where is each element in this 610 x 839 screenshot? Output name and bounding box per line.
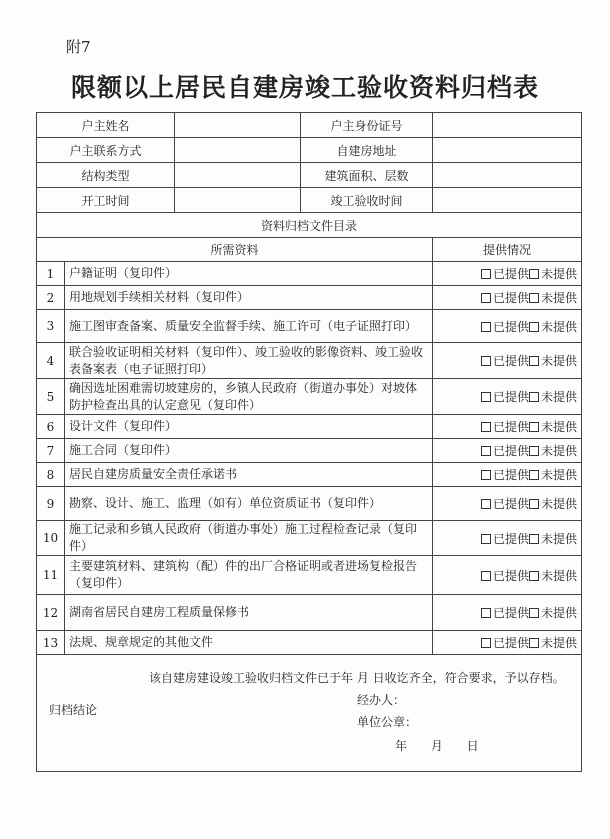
- provision-status: [433, 521, 582, 556]
- item-description: 用地规划手续相关材料（复印件）: [65, 286, 433, 310]
- conclusion-section: [37, 655, 582, 772]
- item-description: 确因选址困难需切坡建房的，乡镇人民政府（街道办事处）对坡体防护检查出具的认定意见（复印件）: [65, 379, 433, 415]
- provision-status: [433, 463, 582, 487]
- provided-checkbox[interactable]: [481, 608, 491, 618]
- provision-status: [433, 595, 582, 631]
- area-floors-label: 建筑面积、层数: [301, 163, 433, 188]
- provision-status: [433, 310, 582, 343]
- provision-status: [433, 487, 582, 521]
- provision-status: [433, 286, 582, 310]
- provision-status: [433, 379, 582, 415]
- item-description: 联合验收证明相关材料（复印件）、竣工验收的影像资料、竣工验收表备案表（电子证照打印）: [65, 343, 433, 379]
- owner-contact-field[interactable]: [175, 138, 301, 163]
- item-description: 施工合同（复印件）: [65, 439, 433, 463]
- item-row: [37, 556, 582, 595]
- provision-status: [433, 556, 582, 595]
- item-description: 居民自建房质量安全责任承诺书: [65, 463, 433, 487]
- item-number: 6: [37, 415, 65, 439]
- item-number: 5: [37, 379, 65, 415]
- item-number: 3: [37, 310, 65, 343]
- status-header: 提供情况: [433, 238, 582, 262]
- not-provided-label: 未提供: [541, 319, 578, 334]
- item-description: 施工图审查备案、质量安全监督手续、施工许可（电子证照打印）: [65, 310, 433, 343]
- item-row: [37, 262, 582, 286]
- not-provided-label: 未提供: [541, 468, 578, 482]
- not-provided-label: 未提供: [541, 390, 578, 404]
- item-number: 9: [37, 487, 65, 521]
- catalog-header: 资料归档文件目录: [37, 213, 582, 238]
- item-row: [37, 439, 582, 463]
- structure-type-field[interactable]: [175, 163, 301, 188]
- provided-label: 已提供: [492, 420, 529, 434]
- provided-checkbox[interactable]: [481, 392, 491, 402]
- not-provided-label: 未提供: [541, 444, 578, 458]
- archive-form-table: [36, 112, 582, 772]
- item-list: [37, 262, 582, 655]
- item-row: [37, 487, 582, 521]
- required-docs-header: 所需资料: [37, 238, 433, 262]
- not-provided-checkbox[interactable]: [529, 499, 539, 509]
- provided-checkbox[interactable]: [481, 470, 491, 480]
- provided-label: 已提供: [492, 568, 529, 583]
- provided-label: 已提供: [492, 606, 529, 620]
- provided-checkbox[interactable]: [481, 356, 491, 366]
- item-number: 8: [37, 463, 65, 487]
- house-address-field[interactable]: [433, 138, 582, 163]
- not-provided-checkbox[interactable]: [529, 422, 539, 432]
- provision-status: [433, 439, 582, 463]
- provided-label: 已提供: [492, 468, 529, 482]
- handler-label: 经办人：: [357, 693, 406, 707]
- provided-label: 已提供: [492, 390, 529, 404]
- item-description: 施工记录和乡镇人民政府（街道办事处）施工过程检查记录（复印件）: [65, 521, 433, 556]
- item-description: 湖南省居民自建房工程质量保修书: [65, 595, 433, 631]
- owner-contact-label: 户主联系方式: [37, 138, 175, 163]
- structure-type-label: 结构类型: [37, 163, 175, 188]
- completion-date-label: 竣工验收时间: [301, 188, 433, 213]
- form-title: 限额以上居民自建房竣工验收资料归档表: [70, 73, 539, 102]
- not-provided-checkbox[interactable]: [529, 534, 539, 544]
- provided-label: 已提供: [492, 531, 529, 546]
- item-description: 主要建筑材料、建筑构（配）件的出厂合格证明或者进场复检报告（复印件）: [65, 556, 433, 595]
- not-provided-label: 未提供: [541, 354, 578, 368]
- item-row: [37, 595, 582, 631]
- provided-label: 已提供: [492, 497, 529, 511]
- not-provided-label: 未提供: [541, 267, 578, 281]
- conclusion-date: 年 月 日: [395, 739, 479, 753]
- provided-checkbox[interactable]: [481, 293, 491, 303]
- provision-status: [433, 262, 582, 286]
- not-provided-checkbox[interactable]: [529, 293, 539, 303]
- not-provided-checkbox[interactable]: [529, 269, 539, 279]
- provision-status: [433, 343, 582, 379]
- owner-name-field[interactable]: [175, 113, 301, 138]
- provided-checkbox[interactable]: [481, 534, 491, 544]
- start-date-label: 开工时间: [37, 188, 175, 213]
- not-provided-label: 未提供: [541, 606, 578, 620]
- not-provided-label: 未提供: [541, 568, 578, 583]
- provided-label: 已提供: [492, 319, 529, 334]
- conclusion-label: 归档结论: [48, 703, 97, 717]
- item-number: 1: [37, 262, 65, 286]
- provided-checkbox[interactable]: [481, 499, 491, 509]
- provided-checkbox[interactable]: [481, 571, 491, 581]
- provision-status: [433, 415, 582, 439]
- completion-date-field[interactable]: [433, 188, 582, 213]
- item-number: 4: [37, 343, 65, 379]
- provided-checkbox[interactable]: [481, 638, 491, 648]
- item-number: 7: [37, 439, 65, 463]
- item-row: [37, 343, 582, 379]
- provided-label: 已提供: [492, 444, 529, 458]
- provided-checkbox[interactable]: [481, 269, 491, 279]
- not-provided-checkbox[interactable]: [529, 608, 539, 618]
- provided-checkbox[interactable]: [481, 422, 491, 432]
- not-provided-checkbox[interactable]: [529, 446, 539, 456]
- item-description: 户籍证明（复印件）: [65, 262, 433, 286]
- provided-label: 已提供: [492, 267, 529, 281]
- item-row: [37, 310, 582, 343]
- not-provided-label: 未提供: [541, 531, 578, 546]
- seal-label: 单位公章：: [357, 715, 418, 729]
- item-description: 勘察、设计、施工、监理（如有）单位资质证书（复印件）: [65, 487, 433, 521]
- item-number: 2: [37, 286, 65, 310]
- not-provided-label: 未提供: [541, 497, 578, 511]
- item-number: 13: [37, 631, 65, 655]
- start-date-field[interactable]: [175, 188, 301, 213]
- item-description: 设计文件（复印件）: [65, 415, 433, 439]
- item-row: [37, 631, 582, 655]
- owner-id-label: 户主身份证号: [301, 113, 433, 138]
- not-provided-checkbox[interactable]: [529, 470, 539, 480]
- provided-checkbox[interactable]: [481, 446, 491, 456]
- not-provided-checkbox[interactable]: [529, 638, 539, 648]
- provision-status: [433, 631, 582, 655]
- owner-name-label: 户主姓名: [37, 113, 175, 138]
- provided-label: 已提供: [492, 354, 529, 368]
- provided-label: 已提供: [492, 291, 529, 305]
- not-provided-checkbox[interactable]: [529, 392, 539, 402]
- item-number: 11: [37, 556, 65, 595]
- provided-checkbox[interactable]: [481, 322, 491, 332]
- not-provided-checkbox[interactable]: [529, 571, 539, 581]
- item-row: [37, 379, 582, 415]
- not-provided-label: 未提供: [541, 291, 578, 305]
- item-description: 法规、规章规定的其他文件: [65, 631, 433, 655]
- provided-label: 已提供: [492, 636, 529, 650]
- item-row: [37, 415, 582, 439]
- annex-label: 附7: [66, 38, 91, 56]
- not-provided-checkbox[interactable]: [529, 356, 539, 366]
- area-floors-field[interactable]: [433, 163, 582, 188]
- owner-id-field[interactable]: [433, 113, 582, 138]
- item-row: [37, 286, 582, 310]
- conclusion-statement: 该自建房建设竣工验收归档文件已于年 月 日收讫齐全，符合要求，予以存档。: [149, 671, 565, 685]
- not-provided-label: 未提供: [541, 636, 578, 650]
- not-provided-checkbox[interactable]: [529, 322, 539, 332]
- item-number: 12: [37, 595, 65, 631]
- not-provided-label: 未提供: [541, 420, 578, 434]
- item-row: [37, 521, 582, 556]
- item-row: [37, 463, 582, 487]
- house-address-label: 自建房地址: [301, 138, 433, 163]
- item-number: 10: [37, 521, 65, 556]
